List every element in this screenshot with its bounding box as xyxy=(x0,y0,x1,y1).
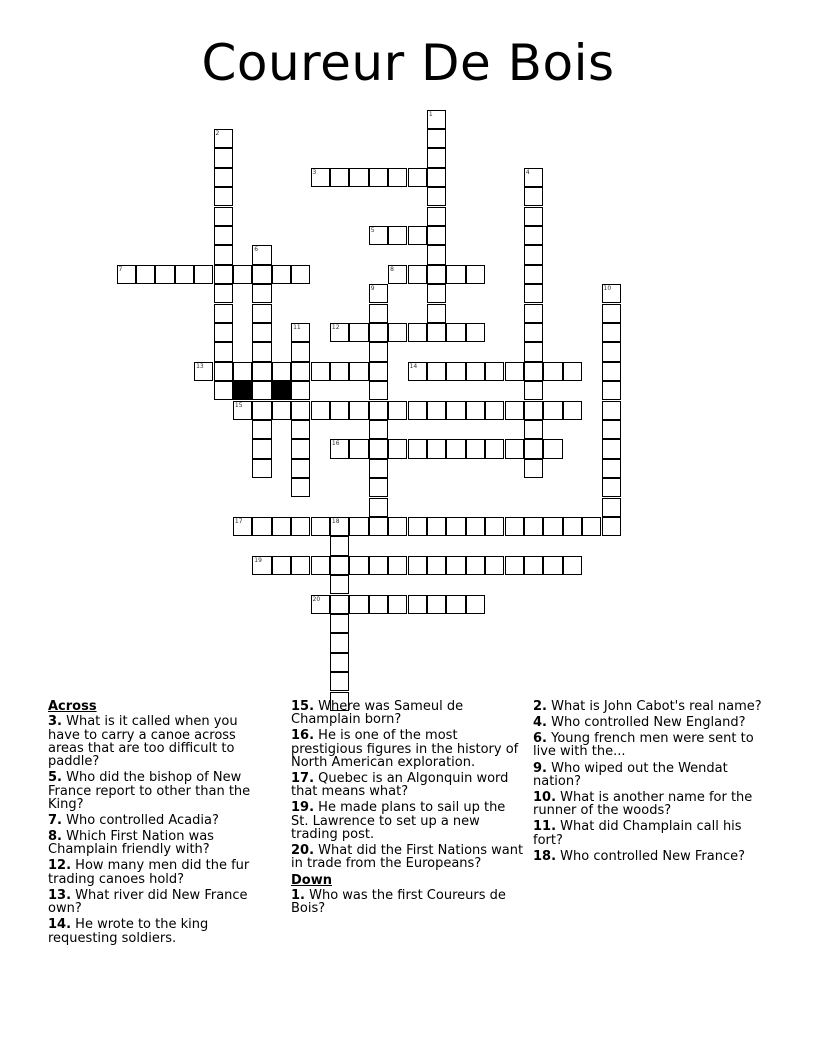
grid-cell[interactable] xyxy=(466,265,485,284)
grid-cell[interactable] xyxy=(602,459,621,478)
grid-cell[interactable] xyxy=(446,401,465,420)
grid-cell[interactable] xyxy=(330,323,349,342)
grid-cell[interactable] xyxy=(272,401,291,420)
grid-cell[interactable] xyxy=(524,459,543,478)
grid-cell[interactable] xyxy=(408,362,427,381)
clue-number-label: 18 xyxy=(331,517,340,525)
grid-cell[interactable] xyxy=(582,517,601,536)
clue-text: What did Champlain call his fort? xyxy=(533,819,742,848)
grid-cell[interactable] xyxy=(485,439,504,458)
clue-number: 7. xyxy=(48,812,62,828)
grid-cell[interactable] xyxy=(252,245,271,264)
grid-cell[interactable] xyxy=(330,517,349,536)
clue-number: 17. xyxy=(291,771,315,787)
grid-cell[interactable] xyxy=(543,401,562,420)
grid-cell[interactable] xyxy=(330,633,349,652)
clue-number: 2. xyxy=(533,699,547,714)
grid-cell[interactable] xyxy=(427,168,446,187)
grid-cell[interactable] xyxy=(388,168,407,187)
grid-cell[interactable] xyxy=(252,304,271,323)
grid-cell[interactable] xyxy=(602,342,621,361)
grid-cell[interactable] xyxy=(388,595,407,614)
clue-text: Who controlled Acadia? xyxy=(66,812,219,828)
grid-cell[interactable] xyxy=(602,401,621,420)
grid-cell[interactable] xyxy=(524,401,543,420)
clue-across-12 xyxy=(48,859,273,886)
clue-across-16 xyxy=(291,729,526,769)
grid-cell[interactable] xyxy=(330,439,349,458)
clue-down-10 xyxy=(533,791,768,818)
grid-cell[interactable] xyxy=(524,168,543,187)
grid-cell[interactable] xyxy=(427,595,446,614)
grid-cell[interactable] xyxy=(524,207,543,226)
grid-cell[interactable] xyxy=(349,439,368,458)
grid-cell[interactable] xyxy=(252,439,271,458)
grid-cell[interactable] xyxy=(214,168,233,187)
grid-cell[interactable] xyxy=(330,614,349,633)
grid-cell[interactable] xyxy=(252,556,271,575)
grid-cell[interactable] xyxy=(602,304,621,323)
grid-cell[interactable] xyxy=(252,265,271,284)
grid-cell[interactable] xyxy=(602,439,621,458)
grid-cell[interactable] xyxy=(214,362,233,381)
grid-cell[interactable] xyxy=(524,420,543,439)
grid-cell[interactable] xyxy=(291,381,310,400)
clue-text: Which First Nation was Champlain friendly with? xyxy=(48,829,214,858)
grid-cell[interactable] xyxy=(291,342,310,361)
grid-cell[interactable] xyxy=(408,439,427,458)
grid-cell[interactable] xyxy=(214,207,233,226)
clue-text: What is another name for the runner of the woods? xyxy=(533,789,753,819)
grid-cell[interactable] xyxy=(466,439,485,458)
clue-number: 4. xyxy=(533,715,547,731)
grid-cell[interactable] xyxy=(349,362,368,381)
clue-number-label: 20 xyxy=(312,595,321,603)
clue-across-5 xyxy=(48,771,273,811)
grid-cell[interactable] xyxy=(505,362,524,381)
grid-cell[interactable] xyxy=(214,342,233,361)
grid-cell[interactable] xyxy=(602,420,621,439)
grid-cell[interactable] xyxy=(369,168,388,187)
grid-cell[interactable] xyxy=(311,362,330,381)
grid-cell[interactable] xyxy=(466,517,485,536)
grid-cell[interactable] xyxy=(524,439,543,458)
grid-cell[interactable] xyxy=(427,129,446,148)
grid-cell[interactable] xyxy=(214,148,233,167)
grid-cell[interactable] xyxy=(330,653,349,672)
grid-cell[interactable] xyxy=(214,304,233,323)
grid-cell[interactable] xyxy=(485,517,504,536)
grid-cell[interactable] xyxy=(602,323,621,342)
grid-cell[interactable] xyxy=(524,517,543,536)
grid-cell[interactable] xyxy=(252,401,271,420)
clue-down-6 xyxy=(533,732,768,759)
grid-cell[interactable] xyxy=(388,556,407,575)
grid-cell[interactable] xyxy=(427,148,446,167)
grid-cell[interactable] xyxy=(427,439,446,458)
grid-cell[interactable] xyxy=(194,265,213,284)
clue-number-label: 12 xyxy=(331,323,340,331)
grid-cell[interactable] xyxy=(291,556,310,575)
grid-cell[interactable] xyxy=(427,284,446,303)
black-cell xyxy=(233,381,252,400)
clue-number-label: 2 xyxy=(215,129,220,137)
clue-number-label: 19 xyxy=(254,556,262,564)
clue-number: 11. xyxy=(533,819,557,835)
grid-cell[interactable] xyxy=(330,362,349,381)
grid-cell[interactable] xyxy=(311,556,330,575)
grid-cell[interactable] xyxy=(233,265,252,284)
grid-cell[interactable] xyxy=(369,556,388,575)
grid-cell[interactable] xyxy=(252,342,271,361)
grid-cell[interactable] xyxy=(117,265,136,284)
grid-cell[interactable] xyxy=(408,517,427,536)
grid-cell[interactable] xyxy=(369,323,388,342)
clue-down-1 xyxy=(291,889,526,916)
clue-number: 1. xyxy=(291,887,305,903)
grid-cell[interactable] xyxy=(408,265,427,284)
grid-cell[interactable] xyxy=(369,381,388,400)
clue-across-8 xyxy=(48,830,273,857)
grid-cell[interactable] xyxy=(369,595,388,614)
grid-cell[interactable] xyxy=(388,517,407,536)
grid-cell[interactable] xyxy=(349,323,368,342)
grid-cell[interactable] xyxy=(466,401,485,420)
grid-cell[interactable] xyxy=(252,420,271,439)
grid-cell[interactable] xyxy=(175,265,194,284)
clues-column-3 xyxy=(533,700,768,866)
grid-cell[interactable] xyxy=(524,245,543,264)
grid-cell[interactable] xyxy=(602,362,621,381)
grid-cell[interactable] xyxy=(563,401,582,420)
grid-cell[interactable] xyxy=(466,323,485,342)
grid-cell[interactable] xyxy=(330,536,349,555)
grid-cell[interactable] xyxy=(330,168,349,187)
grid-cell[interactable] xyxy=(330,595,349,614)
grid-cell[interactable] xyxy=(291,517,310,536)
clue-number-label: 1 xyxy=(428,110,433,118)
grid-cell[interactable] xyxy=(369,342,388,361)
grid-cell[interactable] xyxy=(427,556,446,575)
grid-cell[interactable] xyxy=(311,595,330,614)
grid-cell[interactable] xyxy=(466,362,485,381)
clue-number: 12. xyxy=(48,858,72,874)
grid-cell[interactable] xyxy=(446,556,465,575)
grid-cell[interactable] xyxy=(427,401,446,420)
grid-cell[interactable] xyxy=(272,517,291,536)
grid-cell[interactable] xyxy=(505,439,524,458)
grid-cell[interactable] xyxy=(388,323,407,342)
clue-across-7 xyxy=(48,814,273,827)
grid-cell[interactable] xyxy=(427,245,446,264)
page-title: Coureur De Bois xyxy=(201,34,615,92)
grid-cell[interactable] xyxy=(369,362,388,381)
grid-cell[interactable] xyxy=(408,556,427,575)
grid-cell[interactable] xyxy=(388,401,407,420)
clue-across-20 xyxy=(291,844,526,871)
grid-cell[interactable] xyxy=(524,556,543,575)
grid-cell[interactable] xyxy=(427,207,446,226)
grid-cell[interactable] xyxy=(485,401,504,420)
grid-cell[interactable] xyxy=(311,517,330,536)
grid-cell[interactable] xyxy=(602,381,621,400)
grid-cell[interactable] xyxy=(136,265,155,284)
grid-cell[interactable] xyxy=(252,381,271,400)
grid-cell[interactable] xyxy=(388,226,407,245)
grid-cell[interactable] xyxy=(272,362,291,381)
grid-cell[interactable] xyxy=(408,595,427,614)
clue-number-label: 15 xyxy=(234,401,243,409)
grid-cell[interactable] xyxy=(524,226,543,245)
grid-cell[interactable] xyxy=(563,517,582,536)
grid-cell[interactable] xyxy=(524,362,543,381)
grid-cell[interactable] xyxy=(330,556,349,575)
clue-across-13 xyxy=(48,889,273,916)
clue-number-label: 17 xyxy=(234,517,243,525)
grid-cell[interactable] xyxy=(427,323,446,342)
clue-number: 9. xyxy=(533,760,547,776)
grid-cell[interactable] xyxy=(330,401,349,420)
grid-cell[interactable] xyxy=(291,439,310,458)
grid-cell[interactable] xyxy=(446,517,465,536)
clue-across-14 xyxy=(48,918,273,945)
grid-cell[interactable] xyxy=(369,439,388,458)
grid-cell[interactable] xyxy=(388,265,407,284)
black-cell xyxy=(272,381,291,400)
grid-cell[interactable] xyxy=(155,265,174,284)
clue-number: 10. xyxy=(533,789,557,805)
grid-cell[interactable] xyxy=(252,284,271,303)
clue-text: Who wiped out the Wendat nation? xyxy=(533,760,728,789)
clue-number: 20. xyxy=(291,843,315,859)
clue-number-label: 10 xyxy=(603,285,612,293)
clue-number-label: 14 xyxy=(409,362,418,370)
across-heading: Across xyxy=(48,699,97,714)
grid-cell[interactable] xyxy=(291,478,310,497)
clue-number-label: 16 xyxy=(331,440,340,448)
grid-cell[interactable] xyxy=(388,439,407,458)
clue-text: What is it called when you have to carry a canoe across areas that are too difficult to paddle? xyxy=(48,714,238,770)
clues-column-2 xyxy=(291,700,526,918)
clue-text: He made plans to sail up the St. Lawrence to set up a new trading post. xyxy=(291,800,506,843)
grid-cell[interactable] xyxy=(427,226,446,245)
grid-cell[interactable] xyxy=(369,478,388,497)
grid-cell[interactable] xyxy=(330,672,349,691)
clue-number-label: 13 xyxy=(196,362,204,370)
grid-cell[interactable] xyxy=(408,226,427,245)
grid-cell[interactable] xyxy=(408,168,427,187)
grid-cell[interactable] xyxy=(272,556,291,575)
grid-cell[interactable] xyxy=(214,129,233,148)
clue-text: Who was the first Coureurs de Bois? xyxy=(291,887,506,917)
clue-text: Who controlled New France? xyxy=(560,848,746,864)
grid-cell[interactable] xyxy=(214,265,233,284)
grid-cell[interactable] xyxy=(602,478,621,497)
grid-cell[interactable] xyxy=(427,265,446,284)
clue-text: Who did the bishop of New France report to other than the King? xyxy=(48,770,251,812)
grid-cell[interactable] xyxy=(252,362,271,381)
grid-cell[interactable] xyxy=(446,439,465,458)
grid-cell[interactable] xyxy=(291,362,310,381)
grid-cell[interactable] xyxy=(446,362,465,381)
grid-cell[interactable] xyxy=(349,401,368,420)
grid-cell[interactable] xyxy=(602,284,621,303)
grid-cell[interactable] xyxy=(252,323,271,342)
grid-cell[interactable] xyxy=(214,226,233,245)
grid-cell[interactable] xyxy=(349,168,368,187)
grid-cell[interactable] xyxy=(369,498,388,517)
grid-cell[interactable] xyxy=(563,362,582,381)
grid-cell[interactable] xyxy=(543,439,562,458)
grid-cell[interactable] xyxy=(427,517,446,536)
clue-number-label: 3 xyxy=(312,168,317,176)
grid-cell[interactable] xyxy=(214,284,233,303)
grid-cell[interactable] xyxy=(291,401,310,420)
grid-cell[interactable] xyxy=(233,401,252,420)
grid-cell[interactable] xyxy=(524,265,543,284)
grid-cell[interactable] xyxy=(291,459,310,478)
grid-cell[interactable] xyxy=(349,595,368,614)
grid-cell[interactable] xyxy=(214,245,233,264)
grid-cell[interactable] xyxy=(252,517,271,536)
clue-text: Who controlled New England? xyxy=(551,715,746,731)
clue-number-label: 5 xyxy=(370,226,375,234)
clue-number-label: 4 xyxy=(525,168,530,176)
clue-number: 3. xyxy=(48,714,62,730)
grid-cell[interactable] xyxy=(427,110,446,129)
grid-cell[interactable] xyxy=(291,420,310,439)
grid-cell[interactable] xyxy=(369,420,388,439)
grid-cell[interactable] xyxy=(233,362,252,381)
grid-cell[interactable] xyxy=(369,304,388,323)
clue-text: What river did New France own? xyxy=(48,887,248,917)
clue-number-label: 8 xyxy=(390,265,394,273)
clue-across-15 xyxy=(291,700,526,727)
grid-cell[interactable] xyxy=(524,187,543,206)
clue-text: Where was Sameul de Champlain born? xyxy=(291,699,464,728)
grid-cell[interactable] xyxy=(369,284,388,303)
clue-number-label: 9 xyxy=(370,285,375,293)
clue-across-17 xyxy=(291,772,526,799)
grid-cell[interactable] xyxy=(485,556,504,575)
grid-cell[interactable] xyxy=(485,362,504,381)
grid-cell[interactable] xyxy=(524,284,543,303)
clue-down-11 xyxy=(533,820,768,847)
clue-number-label: 11 xyxy=(293,323,301,331)
grid-cell[interactable] xyxy=(233,517,252,536)
grid-cell[interactable] xyxy=(408,323,427,342)
clue-number: 6. xyxy=(533,731,547,747)
grid-cell[interactable] xyxy=(524,323,543,342)
grid-cell[interactable] xyxy=(466,556,485,575)
grid-cell[interactable] xyxy=(543,517,562,536)
grid-cell[interactable] xyxy=(272,265,291,284)
grid-cell[interactable] xyxy=(543,556,562,575)
clue-number: 14. xyxy=(48,917,72,933)
clue-number-label: 6 xyxy=(254,246,259,254)
grid-cell[interactable] xyxy=(427,362,446,381)
clue-down-9 xyxy=(533,762,768,789)
grid-cell[interactable] xyxy=(505,517,524,536)
clue-down-2 xyxy=(533,700,768,713)
clue-text: Quebec is an Algonquin word that means what? xyxy=(291,771,509,800)
grid-cell[interactable] xyxy=(214,187,233,206)
grid-cell[interactable] xyxy=(349,517,368,536)
grid-cell[interactable] xyxy=(369,401,388,420)
clue-number: 19. xyxy=(291,800,315,816)
clue-down-18 xyxy=(533,850,768,863)
clue-across-3 xyxy=(48,715,273,768)
grid-cell[interactable] xyxy=(252,459,271,478)
grid-cell[interactable] xyxy=(543,362,562,381)
clue-text: Young french men were sent to live with the... xyxy=(533,731,754,760)
grid-cell[interactable] xyxy=(602,498,621,517)
grid-cell[interactable] xyxy=(505,556,524,575)
clue-text: He is one of the most prestigious figures in the history of North American exploration. xyxy=(291,728,519,770)
clue-text: He wrote to the king requesting soldiers. xyxy=(48,917,209,946)
grid-cell[interactable] xyxy=(330,575,349,594)
clue-number: 5. xyxy=(48,770,62,786)
grid-cell[interactable] xyxy=(524,342,543,361)
clues-column-1 xyxy=(48,700,273,948)
grid-cell[interactable] xyxy=(369,226,388,245)
down-heading: Down xyxy=(291,872,332,888)
clue-text: How many men did the fur trading canoes hold? xyxy=(48,858,250,887)
clue-number: 8. xyxy=(48,829,62,845)
grid-cell[interactable] xyxy=(524,304,543,323)
grid-cell[interactable] xyxy=(349,556,368,575)
grid-cell[interactable] xyxy=(311,401,330,420)
clue-number: 15. xyxy=(291,699,315,714)
clue-number: 13. xyxy=(48,887,72,903)
grid-cell[interactable] xyxy=(446,595,465,614)
clue-text: What is John Cabot's real name? xyxy=(551,699,762,714)
grid-cell[interactable] xyxy=(369,517,388,536)
grid-cell[interactable] xyxy=(602,517,621,536)
grid-cell[interactable] xyxy=(446,323,465,342)
grid-cell[interactable] xyxy=(214,323,233,342)
grid-cell[interactable] xyxy=(408,401,427,420)
clue-across-19 xyxy=(291,801,526,841)
grid-cell[interactable] xyxy=(505,401,524,420)
grid-cell[interactable] xyxy=(214,381,233,400)
grid-cell[interactable] xyxy=(194,362,213,381)
grid-cell[interactable] xyxy=(311,168,330,187)
grid-cell[interactable] xyxy=(427,187,446,206)
clue-down-4 xyxy=(533,716,768,729)
clue-number: 18. xyxy=(533,848,557,864)
grid-cell[interactable] xyxy=(427,304,446,323)
grid-cell[interactable] xyxy=(369,459,388,478)
grid-cell[interactable] xyxy=(466,595,485,614)
grid-cell[interactable] xyxy=(291,323,310,342)
clue-number: 16. xyxy=(291,728,315,744)
clue-number-label: 7 xyxy=(118,265,123,273)
grid-cell[interactable] xyxy=(563,556,582,575)
grid-cell[interactable] xyxy=(524,381,543,400)
grid-cell[interactable] xyxy=(291,265,310,284)
grid-cell[interactable] xyxy=(446,265,465,284)
clue-text: What did the First Nations want in trade from the Europeans? xyxy=(291,843,524,872)
